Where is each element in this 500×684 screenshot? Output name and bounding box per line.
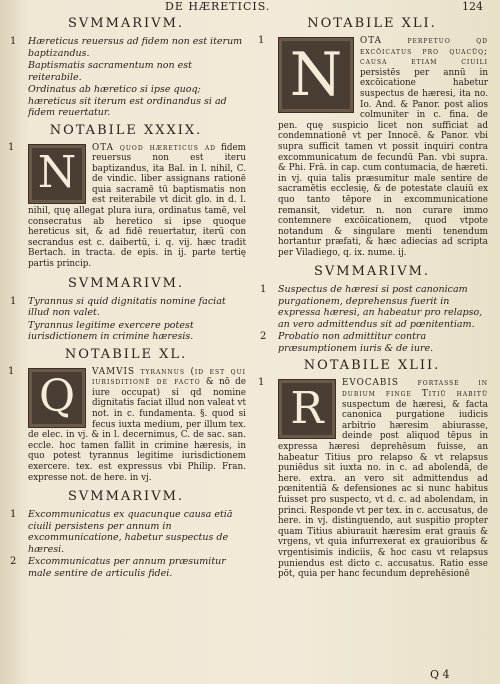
margin-number: 1 bbox=[8, 365, 15, 377]
running-title: DE HÆRETICIS. bbox=[165, 0, 271, 13]
notabile-heading-40: NOTABILE XL. bbox=[64, 346, 188, 362]
summary-heading-2: SVMMARIVM. bbox=[67, 275, 185, 291]
decorated-initial-n: N bbox=[28, 144, 86, 204]
summary-item: 1 Tyrannus si quid dignitatis nomine faciat illud non valet. bbox=[10, 295, 226, 319]
summary-item: 2 Excommunicatus per annum præsumitur male sentire de articulis fidei. bbox=[10, 556, 226, 579]
summary-item: 2 Probatio non admittitur contra præsumptionem iuris & de iure. bbox=[260, 331, 434, 354]
summary-heading-4: SVMMARIVM. bbox=[313, 264, 431, 280]
summary-item: Ordinatus ab hæretico si ipse quoq; hæreticus sit iterum est ordinandus si ad fidem reuertatur. bbox=[28, 84, 227, 118]
notabile-text-42: 1 R EVOCABIS fortasse in dubium finge Titiū habitū suspectum de hæresi, & facta canonica purgatione iudicis arbitrio hæresim abiurasse, deinde post aliquod tēpus in expressa hæresi deprehēsum fuisse, an habeatur Titius pro relapso & vt relapsus puniēdus sit iuxta no. in c. ad abolendā, de here. extra. an vero sit admittendus ad pœnitentiā & defensiones ac si nunc habitus fuisset pro suspecto, vt d. c. ad abolendam, in princi. Responde vt per tex. in c. accusatus, de here. in vj. distinguendo, aut suspitio propter quam Titius abiurauit hæresim erat grauis & vrgens, vt quia infurrexerat ex grauioribus & vrgentisimis indiciis, & hoc casu vt relapsus puniendus est dicto c. accusatus. Ratio esse pōt, quia per hanc fecundum deprehēsionē bbox=[258, 377, 488, 580]
right-column bbox=[256, 12, 488, 586]
summary-item: 1 Hæreticus reuersus ad fidem non est iterum baptizandus. bbox=[10, 36, 243, 59]
left-column bbox=[6, 12, 246, 580]
decorated-initial-q: Q bbox=[28, 368, 86, 428]
decorated-initial-r: R bbox=[278, 379, 336, 439]
summary-block-3 bbox=[6, 509, 246, 579]
notabile-text-40: 1 Q VAMVIS tyrannus (id est qui iurisditionē de facto & nō de iure occupat) si qd nomine dignitatis faciat illud non valeat vt not. in c. fundamenta. §. quod si fecus iuxta medium, per illum tex. de elec. in vj. & in l. decernimus, C. de sac. san. eccle. hoc tamen fallit in crimine hæresis, in quo potest tyrannus legitime iurisdictionem exercere. tex. est expressus vbi Philip. Fran. expresse not. de here. in vj. bbox=[8, 365, 246, 483]
notabile-heading-42: NOTABILE XLII. bbox=[303, 358, 441, 374]
decorated-initial-n: N bbox=[278, 37, 354, 113]
summary-item: 1 Excommunicatus ex quacunque causa etiā ciuili persistens per annum in excommunicatione, habetur suspectus de hæresi. bbox=[10, 509, 233, 555]
summary-heading-3: SVMMARIVM. bbox=[67, 489, 185, 505]
notabile-heading-41: NOTABILE XLI. bbox=[307, 16, 437, 31]
margin-number: 1 bbox=[258, 35, 265, 46]
summary-heading-1: SVMMARIVM. bbox=[67, 16, 185, 31]
summary-block-4 bbox=[256, 284, 488, 354]
notabile-heading-39: NOTABILE XXXIX. bbox=[49, 122, 203, 138]
signature-mark: Q 4 bbox=[430, 668, 450, 681]
margin-number: 1 bbox=[258, 377, 265, 389]
notabile-text-39: 1 N OTA quod hæreticus ad fidem reuersus non est iteru baptizandus, ita Bal. in l. nihil, C. de vindic. liber assignans rationē quia sacramē tū baptismatis non est reiterabile vt dicit glo. in d. l. nihil, quę allegat plura iura, ordinatus tamē, vel consecratus ab heretico si ipse quoque hereticus sit, & ad fidē reuertatur, iterū con secrandus est c. daibertū, i. q. vij. hæc tradit Bertach. in tracta. de epis. in ij. parte tertię partis princip. bbox=[8, 141, 246, 270]
notabile-text-41: 1 N OTA perpetuo qd excōicatus pro quacūq; causa etiam ciuili persistēs per annū in excōicatione habetur suspectus de hæresi, ita no. Io. And. & Panor. post alios colmuniter in c. fina. de pen. quę suspicio licet non sufficiat ad condemnationē vt per Innocē. & Panor. vbi supra sufficit tamen vt possit inquiri contra excommunicatum de fecundū Pan. vbi supra. & Phi. Frā. in cap. cum contumacia, de hæreti. in vj. quia talis præsumitur male sentire de sacramētis ecclesię, & de potestate clauiū ex quo tanto tēpore in excommunicatione remansit, videtur. n. non curare immo contemnere excōicationem, quod vtpote notandum & singulare menti tenendum hortantur præfati, & hæc adiecias ad scripta per Viladiego, q. ix. nume. ij. bbox=[258, 35, 488, 258]
margin-number: 1 bbox=[8, 141, 15, 153]
summary-item: Tyrannus legitime exercere potest iurisdictionem in crimine hæresis. bbox=[28, 319, 194, 343]
page-number: 124 bbox=[462, 0, 483, 13]
summary-item: Baptismatis sacramentum non est reiterabile. bbox=[28, 60, 192, 83]
summary-item: 1 Suspectus de hæresi si post canonicam purgationem, deprehensus fuerit in expressa hæresi, an habeatur pro relapso, an vero admittendus sit ad pœnitentiam. bbox=[260, 284, 483, 330]
summary-block-2 bbox=[6, 296, 246, 343]
summary-block-1 bbox=[6, 36, 246, 119]
